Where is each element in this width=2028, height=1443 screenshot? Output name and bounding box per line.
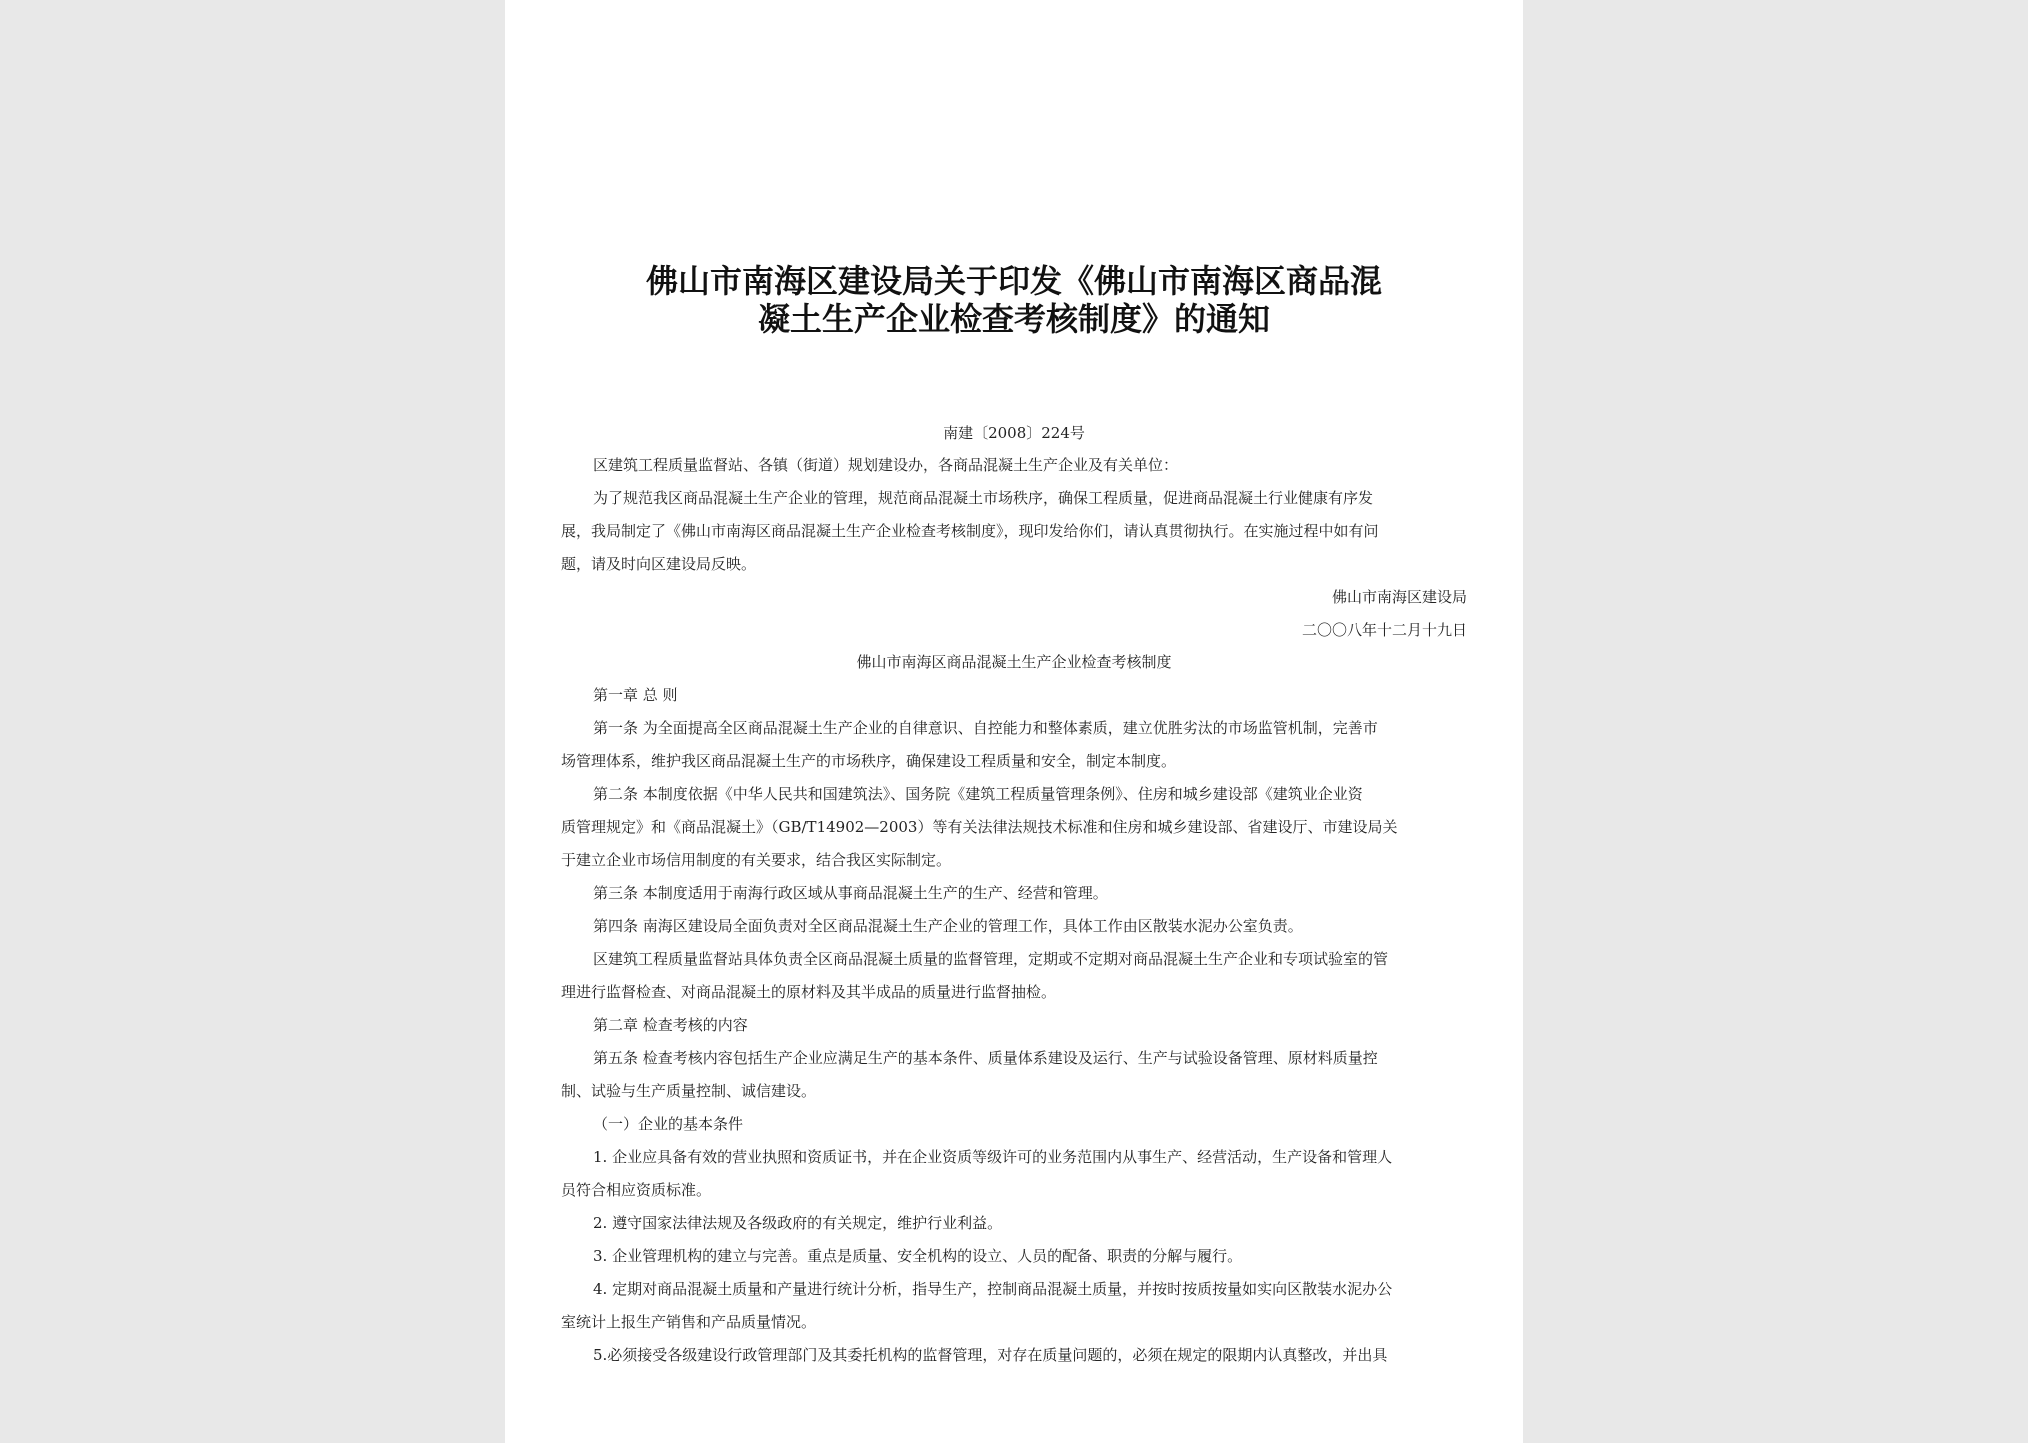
chapter-heading: 第二章 检查考核的内容 [593,1016,748,1034]
regulation-subtitle: 佛山市南海区商品混凝土生产企业检查考核制度 [856,653,1172,671]
intro-line: 题，请及时向区建设局反映。 [561,555,757,573]
item-line: 1. 企业应具备有效的营业执照和资质证书，并在企业资质等级许可的业务范围内从事生产、经营活动，生产设备和管理人 [593,1148,1393,1166]
addressee: 区建筑工程质量监督站、各镇（街道）规划建设办，各商品混凝土生产企业及有关单位： [593,456,1179,474]
section-heading: （一）企业的基本条件 [593,1115,744,1133]
article-line: 区建筑工程质量监督站具体负责全区商品混凝土质量的监督管理，定期或不定期对商品混凝土生产企业和专项试验室的管 [593,950,1389,968]
article-line: 质管理规定》和《商品混凝土》（GB/T14902—2003）等有关法律法规技术标准和住房和城乡建设部、省建设厅、市建设局关 [561,818,1398,836]
item-line: 3. 企业管理机构的建立与完善。重点是质量、安全机构的设立、人员的配备、职责的分解与履行。 [593,1247,1243,1265]
document-title-line-1: 佛山市南海区建设局关于印发《佛山市南海区商品混 [645,262,1382,300]
signature-date: 二〇〇八年十二月十九日 [1301,621,1467,639]
article-line: 第五条 检查考核内容包括生产企业应满足生产的基本条件、质量体系建设及运行、生产与试验设备管理、原材料质量控 [593,1049,1378,1067]
article-line: 第二条 本制度依据《中华人民共和国建筑法》、国务院《建筑工程质量管理条例》、住房和城乡建设部《建筑业企业资 [593,785,1363,803]
article-line: 第三条 本制度适用于南海行政区域从事商品混凝土生产的生产、经营和管理。 [593,884,1108,902]
item-line: 2. 遵守国家法律法规及各级政府的有关规定，维护行业利益。 [593,1214,1003,1232]
article-line: 于建立企业市场信用制度的有关要求，结合我区实际制定。 [561,851,952,869]
article-line: 第四条 南海区建设局全面负责对全区商品混凝土生产企业的管理工作，具体工作由区散装水泥办公室负责。 [593,917,1303,935]
article-line: 第一条 为全面提高全区商品混凝土生产企业的自律意识、自控能力和整体素质，建立优胜劣汰的市场监管机制，完善市 [593,719,1378,737]
article-line: 场管理体系，维护我区商品混凝土生产的市场秩序，确保建设工程质量和安全，制定本制度。 [561,752,1177,770]
document-page [505,0,1523,1443]
signature-org: 佛山市南海区建设局 [1331,588,1467,606]
document-title-line-2: 凝土生产企业检查考核制度》的通知 [757,300,1270,338]
article-line: 制、试验与生产质量控制、诚信建设。 [561,1082,817,1100]
article-line: 理进行监督检查、对商品混凝土的原材料及其半成品的质量进行监督抽检。 [561,983,1057,1001]
intro-line: 为了规范我区商品混凝土生产企业的管理，规范商品混凝土市场秩序，确保工程质量，促进商品混凝土行业健康有序发 [593,489,1374,507]
item-line: 室统计上报生产销售和产品质量情况。 [561,1313,817,1331]
document-number: 南建〔2008〕224号 [943,424,1085,442]
intro-line: 展，我局制定了《佛山市南海区商品混凝土生产企业检查考核制度》，现印发给你们，请认真贯彻执行。在实施过程中如有问 [561,522,1379,540]
item-line: 5.必须接受各级建设行政管理部门及其委托机构的监督管理，对存在质量问题的，必须在规定的限期内认真整改，并出具 [593,1346,1388,1364]
chapter-heading: 第一章 总 则 [593,686,678,704]
item-line: 员符合相应资质标准。 [561,1181,712,1199]
item-line: 4. 定期对商品混凝土质量和产量进行统计分析，指导生产，控制商品混凝土质量，并按时按质按量如实向区散装水泥办公 [593,1280,1393,1298]
